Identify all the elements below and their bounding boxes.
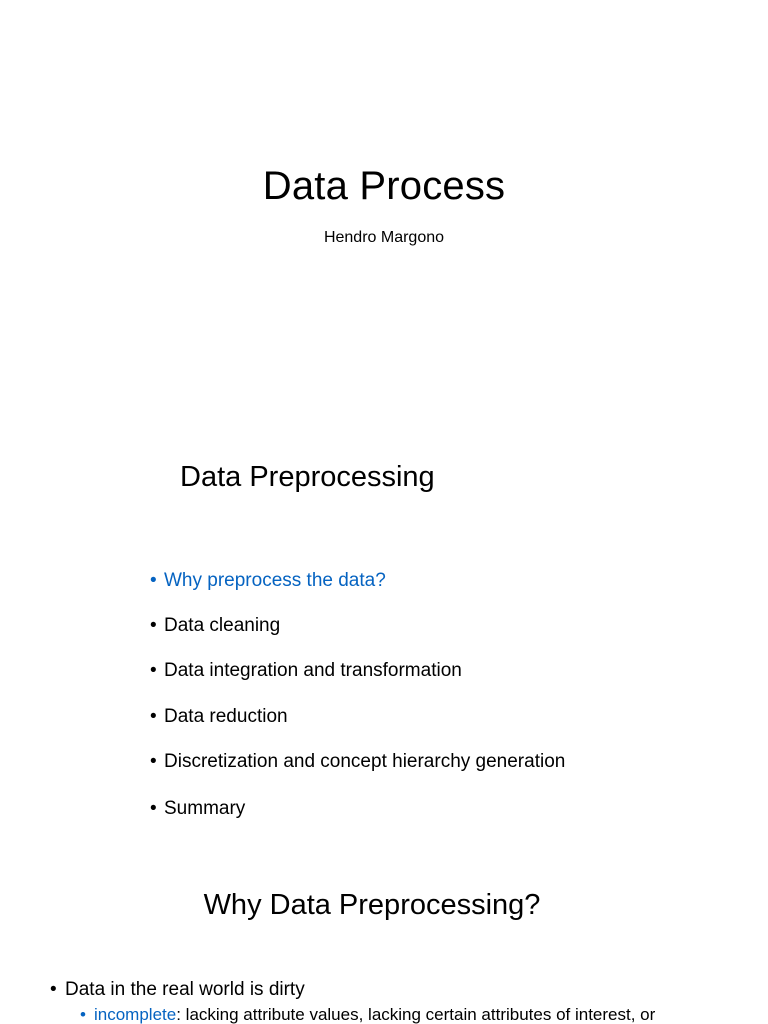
agenda-item-label: Why preprocess the data? [164,570,386,591]
slide3-title: Why Data Preprocessing? [203,889,541,921]
slide2-title: Data Preprocessing [180,461,435,493]
agenda-item-label: Data reduction [164,706,288,727]
slide3-subbullet-incomplete [80,1005,655,1024]
slide1-title: Data Process [262,164,506,208]
agenda-item-why-preprocess [150,570,386,592]
agenda-item-label: Discretization and concept hierarchy generation [164,751,566,772]
bullet-icon: • [150,798,157,819]
keyword-incomplete: incomplete [94,1005,177,1024]
agenda-item-label: Summary [164,798,246,819]
bullet-label: Data in the real world is dirty [65,979,305,1000]
slide1-author: Hendro Margono [323,229,445,246]
agenda-item-data-cleaning [150,615,280,637]
bullet-icon: • [150,570,157,591]
agenda-item-label: Data integration and transformation [164,660,462,681]
agenda-item-data-reduction [150,706,288,728]
bullet-icon: • [150,660,157,681]
slide3-bullet-dirty-data [50,979,305,1001]
bullet-icon: • [80,1005,86,1024]
agenda-item-summary [150,798,245,820]
agenda-item-data-integration [150,660,462,682]
bullet-icon: • [150,615,157,636]
subbullet-text: : lacking attribute values, lacking certain attributes of interest, or [176,1005,656,1024]
agenda-item-label: Data cleaning [164,615,281,636]
bullet-icon: • [150,751,157,772]
bullet-icon: • [150,706,157,727]
bullet-icon: • [50,979,57,1000]
agenda-item-discretization [150,751,565,773]
